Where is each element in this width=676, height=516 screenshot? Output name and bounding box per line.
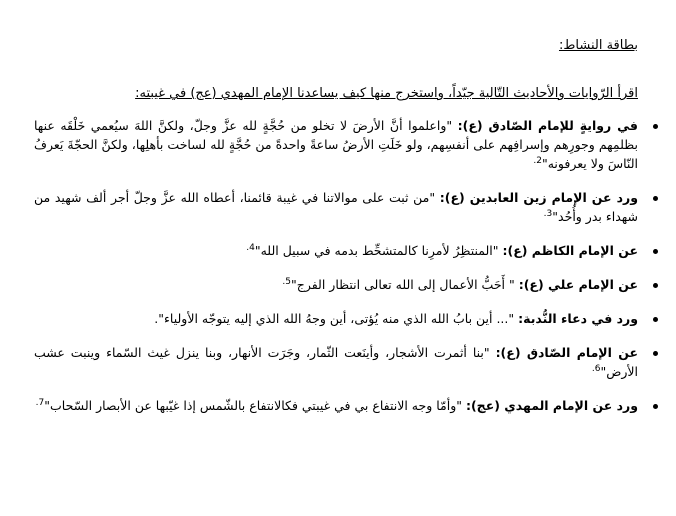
narration-source: ورد عن الإمام المهدي (عج): bbox=[465, 398, 638, 413]
list-item bbox=[34, 188, 638, 226]
list-item bbox=[34, 309, 638, 328]
list-item bbox=[34, 241, 638, 260]
narration-source: ورد عن الإمام زين العابدين (ع): bbox=[439, 190, 638, 205]
footnote-ref: 5. bbox=[282, 276, 292, 287]
narration-source: عن الإمام علي (ع): bbox=[518, 277, 638, 292]
card-title: بطاقة النشاط: bbox=[558, 38, 638, 53]
narration-source: عن الإمام الكاظم (ع): bbox=[502, 243, 638, 258]
list-item bbox=[34, 396, 638, 415]
footnote-ref: 7. bbox=[35, 397, 45, 408]
narrations-list bbox=[34, 116, 638, 415]
footnote-ref: 3. bbox=[543, 208, 553, 219]
list-item bbox=[34, 343, 638, 381]
narration-text: "... أين بابُ الله الذي منه يُؤتى، أين وجهُ الله الذي إليه يتوجّه الأولياء". bbox=[154, 311, 519, 326]
narration-text: "من ثبت على موالاتنا في غيبة قائمنا، أعطاه الله عزَّ وجلّ أجر ألف شهيد من شهداء بدر وأُحُد" bbox=[34, 190, 638, 224]
narration-source: في روايةٍ للإمام الصّادق (ع): bbox=[457, 118, 638, 133]
footnote-ref: 2. bbox=[533, 155, 542, 166]
narration-text: "المنتظِرُ لأمرِنا كالمتشحِّط بدمه في سبيل الله" bbox=[254, 243, 503, 258]
footnote-ref: 6. bbox=[591, 363, 601, 374]
narration-text: "بنا أثمرت الأشجار، وأينَعت الثّمار، وجَرَت الأنهار، وبنا ينزل غيث السّماء وينبت عشب الأرض" bbox=[34, 345, 638, 379]
narration-source: ورد في دعاء النُّدبة: bbox=[518, 311, 638, 326]
narration-source: عن الإمام الصّادق (ع): bbox=[495, 345, 638, 360]
narration-text: "واعلموا أنَّ الأرضَ لا تخلو من حُجَّةٍ لله عزَّ وجلّ، ولكنَّ اللهَ سيُعمي خَلْقَه عنها بظلمِهم وجورِهم وإسرافِهم على أنفسِهم، ولو خَلَتِ الأرضُ ساعةً واحدةً من حُجَّةٍ لله لساخت بأهلِها، ولكنَّ الحجّةَ يَعرفُ النّاسَ ولا يعرفونه" bbox=[34, 118, 638, 171]
list-item bbox=[34, 116, 638, 173]
activity-card bbox=[34, 36, 638, 430]
card-instruction: اقرأ الرّوايات والأحاديث التّالية جيّداً، واستخرج منها كيف يساعدنا الإمام المهدي (عج) في غيبته: bbox=[135, 86, 638, 101]
narration-text: "وأمّا وجه الانتفاع بي في غيبتي فكالانتفاع بالشّمس إذا غيّبها عن الأبصار السّحاب" bbox=[44, 398, 466, 413]
footnote-ref: 4. bbox=[246, 242, 255, 253]
narration-text: " أَحَبُّ الأعمال إلى الله تعالى انتظار الفرج" bbox=[291, 277, 519, 292]
list-item bbox=[34, 275, 638, 294]
